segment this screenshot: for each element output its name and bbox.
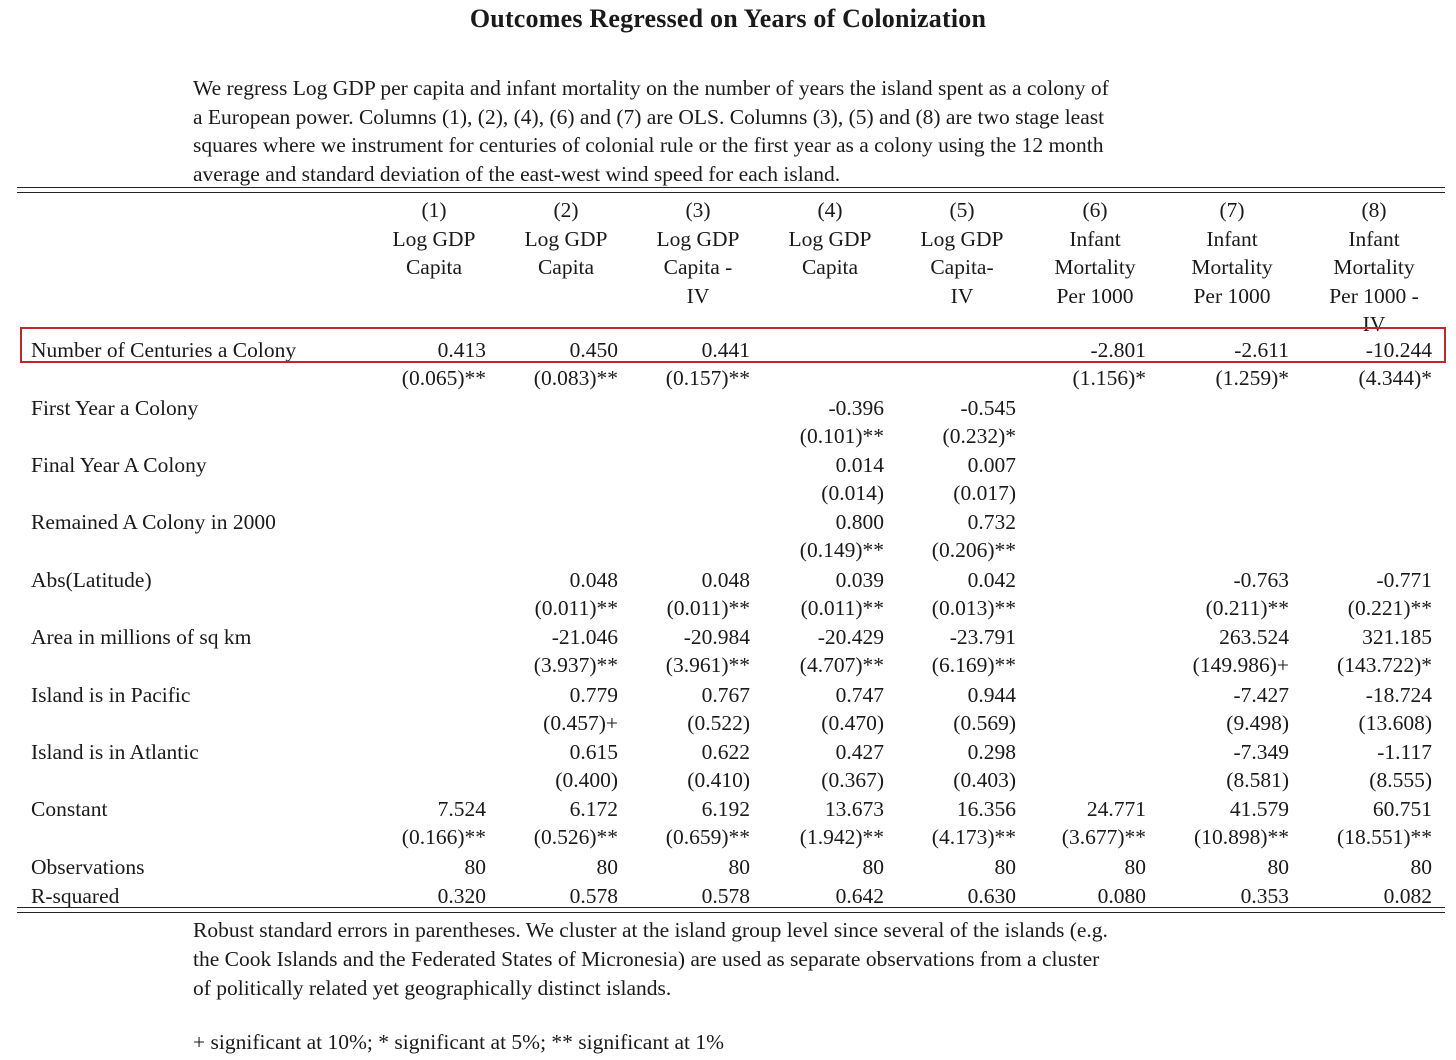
- rsquared-cell: 0.353: [1240, 884, 1289, 908]
- coefficient-cell: -0.545: [960, 396, 1016, 420]
- coefficient-cell: -0.396: [828, 396, 884, 420]
- coefficient-cell: 0.779: [569, 683, 618, 707]
- column-title-line: Infant: [1206, 226, 1258, 251]
- column-title-line: Log GDP: [788, 226, 872, 251]
- significance-legend: + significant at 10%; * significant at 5%; ** significant at 1%: [193, 1030, 724, 1054]
- coefficient-cell: 0.622: [701, 740, 750, 764]
- top-rule-second: [17, 192, 1445, 193]
- std-error-cell: (0.014): [821, 481, 884, 505]
- std-error-cell: (0.157)**: [665, 366, 750, 390]
- column-title-line: Capita -: [663, 255, 733, 279]
- rsquared-cell: 0.642: [835, 884, 884, 908]
- std-error-cell: (0.011)**: [800, 596, 884, 620]
- std-error-cell: (0.083)**: [533, 366, 618, 390]
- column-title-line: Mortality: [1191, 255, 1273, 279]
- observations-cell: 80: [862, 855, 884, 879]
- rsquared-cell: 0.320: [437, 884, 486, 908]
- rsquared-cell: 0.578: [569, 884, 618, 908]
- column-title-line: Capita: [801, 255, 859, 279]
- std-error-cell: (0.101)**: [799, 424, 884, 448]
- column-title-line: Capita: [537, 255, 595, 279]
- intro-paragraph: [193, 74, 1293, 188]
- row-label: Constant: [31, 797, 108, 821]
- std-error-cell: (9.498): [1226, 711, 1289, 735]
- coefficient-cell: 41.579: [1229, 797, 1289, 821]
- footnote-line: Robust standard errors in parentheses. We cluster at the island group level since several of the islands (e.g.: [193, 918, 1108, 942]
- rsquared-label: R-squared: [31, 884, 120, 908]
- footnote-line: of politically related yet geographically distinct islands.: [193, 976, 672, 1000]
- std-error-cell: (143.722)*: [1337, 653, 1432, 677]
- top-rule: [17, 187, 1445, 188]
- coefficient-cell: -10.244: [1365, 338, 1432, 362]
- column-header: [1308, 196, 1440, 339]
- std-error-cell: (13.608): [1358, 711, 1432, 735]
- coefficient-cell: 0.944: [967, 683, 1016, 707]
- coefficient-cell: 6.172: [569, 797, 618, 821]
- std-error-cell: (0.166)**: [401, 825, 486, 849]
- coefficient-cell: 0.298: [967, 740, 1016, 764]
- std-error-cell: (3.937)**: [533, 653, 618, 677]
- rsquared-cell: 0.630: [967, 884, 1016, 908]
- column-header: [764, 196, 896, 282]
- std-error-cell: (4.173)**: [931, 825, 1016, 849]
- coefficient-cell: 321.185: [1362, 625, 1432, 649]
- std-error-cell: (0.569): [953, 711, 1016, 735]
- column-number: (8): [1361, 198, 1387, 222]
- coefficient-cell: 7.524: [437, 797, 486, 821]
- coefficient-cell: 0.413: [437, 338, 486, 362]
- std-error-cell: (8.555): [1369, 768, 1432, 792]
- std-error-cell: (0.367): [821, 768, 884, 792]
- coefficient-cell: 0.747: [835, 683, 884, 707]
- std-error-cell: (0.659)**: [665, 825, 750, 849]
- std-error-cell: (1.156)*: [1072, 366, 1146, 390]
- std-error-cell: (0.470): [821, 711, 884, 735]
- column-title-line: Capita-: [930, 255, 994, 279]
- coefficient-cell: -21.046: [551, 625, 618, 649]
- std-error-cell: (0.403): [953, 768, 1016, 792]
- coefficient-cell: -0.771: [1376, 568, 1432, 592]
- coefficient-cell: 0.048: [569, 568, 618, 592]
- coefficient-cell: -7.349: [1233, 740, 1289, 764]
- std-error-cell: (1.259)*: [1215, 366, 1289, 390]
- column-title-line: Infant: [1069, 226, 1121, 251]
- coefficient-cell: 0.014: [835, 453, 884, 477]
- rsquared-cell: 0.082: [1383, 884, 1432, 908]
- std-error-cell: (0.206)**: [931, 538, 1016, 562]
- column-title-line: IV: [1362, 312, 1386, 336]
- std-error-cell: (0.065)**: [401, 366, 486, 390]
- std-error-cell: (0.011)**: [666, 596, 750, 620]
- column-number: (6): [1082, 198, 1108, 222]
- column-number: (5): [949, 198, 975, 222]
- std-error-cell: (18.551)**: [1337, 825, 1432, 849]
- highlight-box: [20, 327, 1446, 363]
- coefficient-cell: 60.751: [1372, 797, 1432, 821]
- column-title-line: Log GDP: [524, 226, 608, 251]
- intro-line: We regress Log GDP per capita and infant mortality on the number of years the island spent as a colony of: [193, 76, 1109, 100]
- row-label: Island is in Pacific: [31, 683, 191, 707]
- coefficient-cell: 6.192: [701, 797, 750, 821]
- footnote: [193, 916, 1313, 1003]
- column-title-line: Per 1000: [1193, 283, 1271, 308]
- intro-line: a European power. Columns (1), (2), (4), (6) and (7) are OLS. Columns (3), (5) and (8) are two stage least: [193, 104, 1105, 129]
- coefficient-cell: 0.767: [701, 683, 750, 707]
- std-error-cell: (149.986)+: [1192, 653, 1289, 677]
- column-header: [1166, 196, 1298, 310]
- row-label: Area in millions of sq km: [31, 625, 252, 649]
- column-header: [368, 196, 500, 282]
- column-number: (2): [553, 198, 579, 222]
- coefficient-cell: 24.771: [1086, 797, 1146, 821]
- std-error-cell: (6.169)**: [931, 653, 1016, 677]
- bottom-rule-second: [17, 912, 1445, 913]
- std-error-cell: (0.232)*: [942, 424, 1016, 448]
- column-number: (4): [817, 198, 843, 222]
- std-error-cell: (1.942)**: [799, 825, 884, 849]
- coefficient-cell: -0.763: [1233, 568, 1289, 592]
- intro-line: average and standard deviation of the east-west wind speed for each island.: [193, 161, 841, 186]
- coefficient-cell: -18.724: [1365, 683, 1432, 707]
- coefficient-cell: 0.441: [701, 338, 750, 362]
- std-error-cell: (0.526)**: [533, 825, 618, 849]
- row-label: Abs(Latitude): [31, 568, 152, 592]
- intro-line: squares where we instrument for centuries of colonial rule or the first year as a colony using the 12 month: [193, 133, 1104, 157]
- coefficient-cell: 0.800: [835, 510, 884, 534]
- table-title: Outcomes Regressed on Years of Colonization: [469, 4, 987, 33]
- observations-label: Observations: [31, 855, 145, 879]
- bottom-rule: [17, 907, 1445, 908]
- std-error-cell: (0.149)**: [799, 538, 884, 562]
- std-error-cell: (0.211)**: [1205, 596, 1289, 620]
- column-title-line: Log GDP: [920, 226, 1004, 251]
- coefficient-cell: -20.429: [817, 625, 884, 649]
- column-title-line: Infant: [1348, 226, 1400, 251]
- row-label: Remained A Colony in 2000: [31, 510, 276, 534]
- coefficient-cell: 0.007: [967, 453, 1016, 477]
- std-error-cell: (10.898)**: [1194, 825, 1289, 849]
- footnote-line: the Cook Islands and the Federated States of Micronesia) are used as separate observations from a cluster: [193, 947, 1100, 971]
- column-header: [500, 196, 632, 282]
- row-label: Final Year A Colony: [31, 453, 207, 477]
- coefficient-cell: -20.984: [683, 625, 750, 649]
- observations-cell: 80: [994, 855, 1016, 879]
- rsquared-cell: 0.080: [1097, 884, 1146, 908]
- observations-cell: 80: [728, 855, 750, 879]
- row-label: First Year a Colony: [31, 396, 199, 420]
- std-error-cell: (0.221)**: [1347, 596, 1432, 620]
- coefficient-cell: -2.611: [1234, 338, 1289, 362]
- observations-cell: 80: [1267, 855, 1289, 879]
- coefficient-cell: -23.791: [949, 625, 1016, 649]
- std-error-cell: (0.410): [687, 768, 750, 792]
- std-error-cell: (0.017): [953, 481, 1016, 505]
- column-title-line: IV: [950, 283, 974, 308]
- observations-cell: 80: [596, 855, 618, 879]
- std-error-cell: (3.677)**: [1061, 825, 1146, 849]
- row-label: Number of Centuries a Colony: [31, 338, 297, 362]
- column-header: [1029, 196, 1161, 310]
- std-error-cell: (0.400): [555, 768, 618, 792]
- column-title-line: Mortality: [1333, 255, 1415, 279]
- std-error-cell: (0.011)**: [534, 596, 618, 620]
- observations-cell: 80: [1410, 855, 1432, 879]
- std-error-cell: (8.581): [1226, 768, 1289, 792]
- coefficient-cell: 0.048: [701, 568, 750, 592]
- coefficient-cell: 0.042: [967, 568, 1016, 592]
- column-header: [896, 196, 1028, 310]
- std-error-cell: (4.344)*: [1358, 366, 1432, 390]
- column-title-line: Mortality: [1054, 255, 1136, 279]
- column-number: (3): [685, 198, 711, 222]
- std-error-cell: (0.522): [687, 711, 750, 735]
- std-error-cell: (0.013)**: [931, 596, 1016, 620]
- column-title-line: Log GDP: [656, 226, 740, 251]
- coefficient-cell: 16.356: [956, 797, 1016, 821]
- coefficient-cell: -7.427: [1233, 683, 1289, 707]
- observations-cell: 80: [1124, 855, 1146, 879]
- column-number: (7): [1219, 198, 1245, 222]
- coefficient-cell: -1.117: [1377, 740, 1432, 764]
- coefficient-cell: 0.732: [967, 510, 1016, 534]
- column-title-line: Per 1000: [1056, 283, 1134, 308]
- column-header: [632, 196, 764, 310]
- std-error-cell: (3.961)**: [665, 653, 750, 677]
- observations-cell: 80: [464, 855, 486, 879]
- std-error-cell: (4.707)**: [799, 653, 884, 677]
- column-number: (1): [421, 198, 447, 222]
- std-error-cell: (0.457)+: [543, 711, 618, 735]
- coefficient-cell: 0.427: [835, 740, 884, 764]
- coefficient-cell: 13.673: [824, 797, 884, 821]
- coefficient-cell: 0.039: [835, 568, 884, 592]
- rsquared-cell: 0.578: [701, 884, 750, 908]
- coefficient-cell: -2.801: [1090, 338, 1146, 362]
- column-title-line: Per 1000 -: [1329, 283, 1419, 308]
- coefficient-cell: 0.615: [569, 740, 618, 764]
- column-title-line: Capita: [405, 255, 463, 279]
- column-title-line: IV: [686, 283, 710, 308]
- row-label: Island is in Atlantic: [31, 740, 199, 764]
- column-title-line: Log GDP: [392, 226, 476, 251]
- coefficient-cell: 263.524: [1219, 625, 1289, 649]
- coefficient-cell: 0.450: [569, 338, 618, 362]
